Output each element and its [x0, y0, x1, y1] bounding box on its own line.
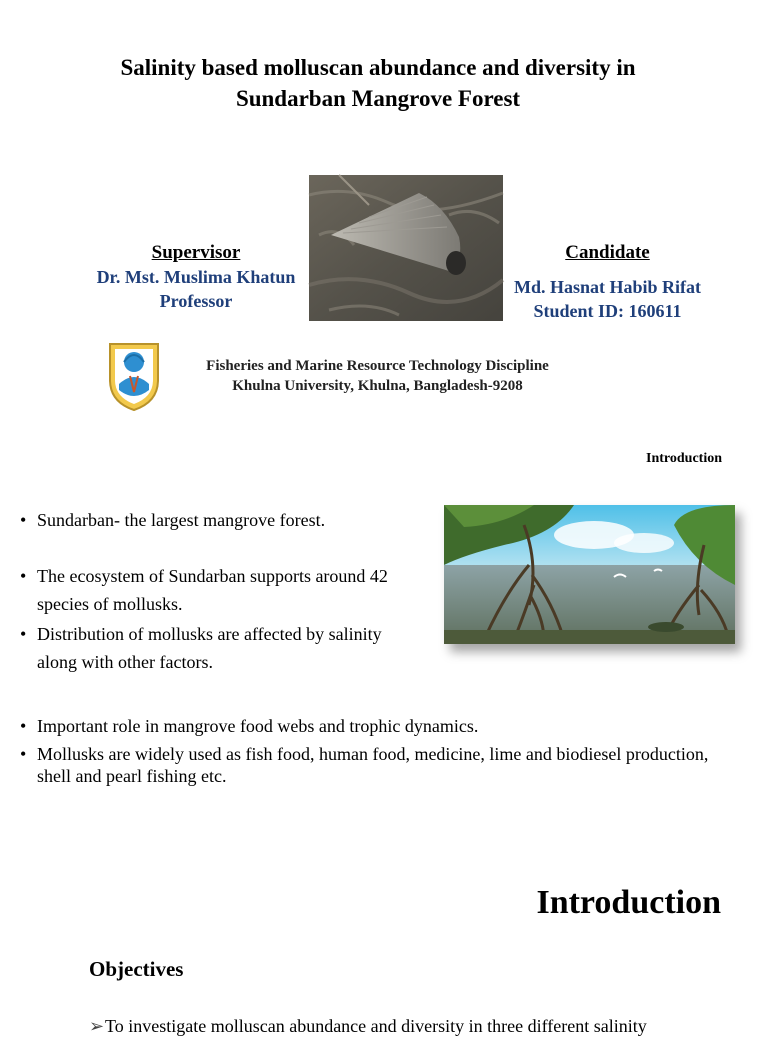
- objective-text: To investigate molluscan abundance and diversity in three different salinity: [105, 1016, 647, 1036]
- candidate-name: Md. Hasnat Habib Rifat: [513, 277, 702, 297]
- bullet-item: • The ecosystem of Sundarban supports around 42 species of mollusks.: [20, 562, 400, 618]
- objectives-heading: Objectives: [89, 957, 184, 981]
- bullet-item: • Sundarban- the largest mangrove forest.: [20, 506, 400, 534]
- discipline-name: Fisheries and Marine Resource Technology Discipline: [206, 358, 549, 374]
- candidate-student-id: Student ID: 160611: [533, 301, 682, 321]
- supervisor-heading: Supervisor: [151, 242, 241, 263]
- university-logo: [106, 340, 162, 412]
- title-line-2: Sundarban Mangrove Forest: [235, 86, 521, 111]
- university-name: Khulna University, Khulna, Bangladesh-9208: [232, 378, 523, 394]
- introduction-heading: Introduction: [536, 884, 721, 921]
- presentation-title: [40, 52, 716, 114]
- arrow-bullet-icon: ➢: [89, 1016, 105, 1036]
- mollusk-shell-photo: [309, 175, 503, 321]
- supervisor-position: Professor: [159, 291, 233, 311]
- bullet-item: • Important role in mangrove food webs and trophic dynamics.: [20, 712, 710, 740]
- bullet-item: • Mollusks are widely used as fish food, human food, medicine, lime and biodiesel production, shell and pearl fishing etc.: [20, 740, 710, 787]
- candidate-heading: Candidate: [565, 242, 650, 263]
- objective-item: [89, 1014, 647, 1038]
- title-line-1: Salinity based molluscan abundance and diversity in: [120, 55, 636, 80]
- bullet-item: • Distribution of mollusks are affected by salinity along with other factors.: [20, 620, 420, 676]
- candidate-block: [500, 241, 715, 323]
- section-label: Introduction: [646, 451, 722, 466]
- supervisor-block: [80, 241, 312, 313]
- supervisor-name: Dr. Mst. Muslima Khatun: [96, 267, 296, 287]
- institution-block: [180, 356, 575, 396]
- mangrove-illustration: [444, 505, 735, 644]
